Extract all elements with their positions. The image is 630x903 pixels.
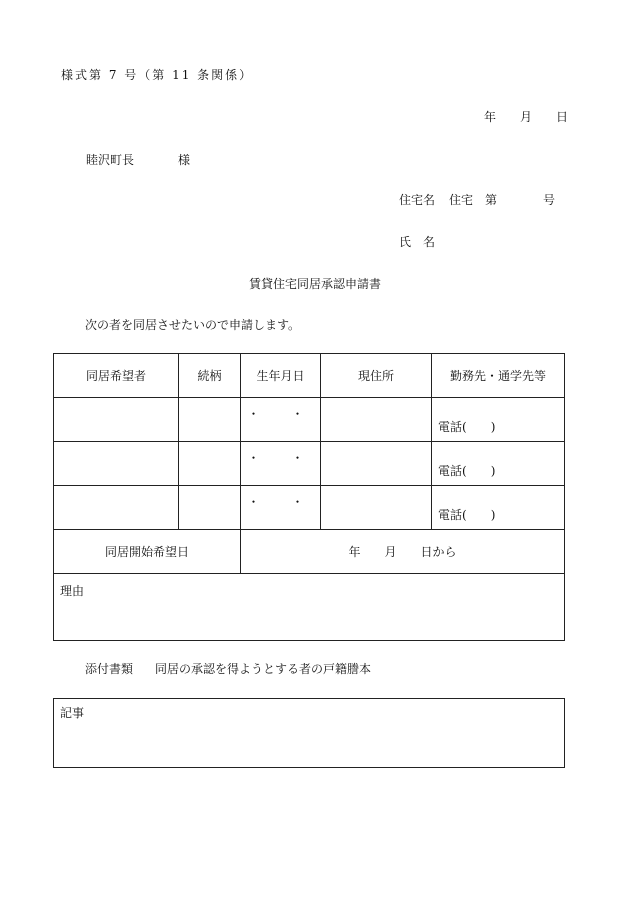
birthdate-dots: ・ ・ (247, 451, 314, 465)
phone-field (438, 462, 495, 479)
intro-text: 次の者を同居させたいので申請します。 (85, 318, 301, 332)
attachments-label: 添付書類 (85, 662, 134, 676)
attachments-line (85, 663, 371, 675)
phone-close: ) (490, 420, 496, 434)
birthdate-cell[interactable] (241, 442, 321, 486)
header-address: 現住所 (321, 354, 432, 398)
date-line (484, 111, 568, 123)
relationship-cell[interactable] (179, 398, 241, 442)
reason-cell[interactable] (54, 574, 565, 641)
start-date-value[interactable]: 年 月 日から (241, 530, 565, 574)
birthdate-dots: ・ ・ (247, 407, 314, 421)
addressee-name: 睦沢町長 (86, 153, 135, 167)
phone-close: ) (490, 464, 496, 478)
birthdate-cell[interactable] (241, 486, 321, 530)
table-row (54, 398, 565, 442)
applicant-name-label: 氏 名 (399, 235, 436, 249)
workplace-cell[interactable] (432, 442, 565, 486)
date-day-label: 日 (556, 110, 569, 124)
housing-line (399, 194, 555, 206)
relationship-cell[interactable] (179, 486, 241, 530)
table-row (54, 486, 565, 530)
start-date-row (54, 530, 565, 574)
reason-label: 理由 (60, 584, 85, 598)
address-cell[interactable] (321, 398, 432, 442)
number-suffix: 号 (543, 193, 556, 207)
phone-field (438, 418, 495, 435)
date-month-label: 月 (520, 110, 533, 124)
reason-row (54, 574, 565, 641)
table-row (54, 442, 565, 486)
workplace-cell[interactable] (432, 486, 565, 530)
notes-box[interactable] (53, 698, 565, 768)
header-cohabitant: 同居希望者 (54, 354, 179, 398)
housing-label: 住宅名 (399, 193, 436, 207)
table-header-row (54, 354, 565, 398)
attachments-value: 同居の承認を得ようとする者の戸籍謄本 (155, 662, 372, 676)
start-date-label: 同居開始希望日 (54, 530, 241, 574)
cohabitant-cell[interactable] (54, 442, 179, 486)
phone-label: 電話( (438, 464, 467, 478)
header-workplace: 勤務先・通学先等 (432, 354, 565, 398)
cohabitant-cell[interactable] (54, 398, 179, 442)
phone-label: 電話( (438, 420, 467, 434)
address-cell[interactable] (321, 486, 432, 530)
cohabitant-table (53, 353, 565, 641)
form-number: 様式第 7 号（第 11 条関係） (61, 68, 254, 82)
phone-label: 電話( (438, 508, 467, 522)
birthdate-dots: ・ ・ (247, 495, 314, 509)
birthdate-cell[interactable] (241, 398, 321, 442)
number-prefix: 第 (485, 193, 498, 207)
date-year-label: 年 (484, 110, 497, 124)
notes-label: 記事 (60, 706, 85, 720)
document-title: 賃貸住宅同居承認申請書 (248, 277, 381, 291)
header-relationship: 続柄 (179, 354, 241, 398)
phone-close: ) (490, 508, 496, 522)
address-cell[interactable] (321, 442, 432, 486)
phone-field (438, 506, 495, 523)
addressee-honorific: 様 (178, 153, 191, 167)
relationship-cell[interactable] (179, 442, 241, 486)
workplace-cell[interactable] (432, 398, 565, 442)
cohabitant-cell[interactable] (54, 486, 179, 530)
addressee (86, 154, 190, 166)
housing-value: 住宅 (449, 193, 474, 207)
header-birthdate: 生年月日 (241, 354, 321, 398)
